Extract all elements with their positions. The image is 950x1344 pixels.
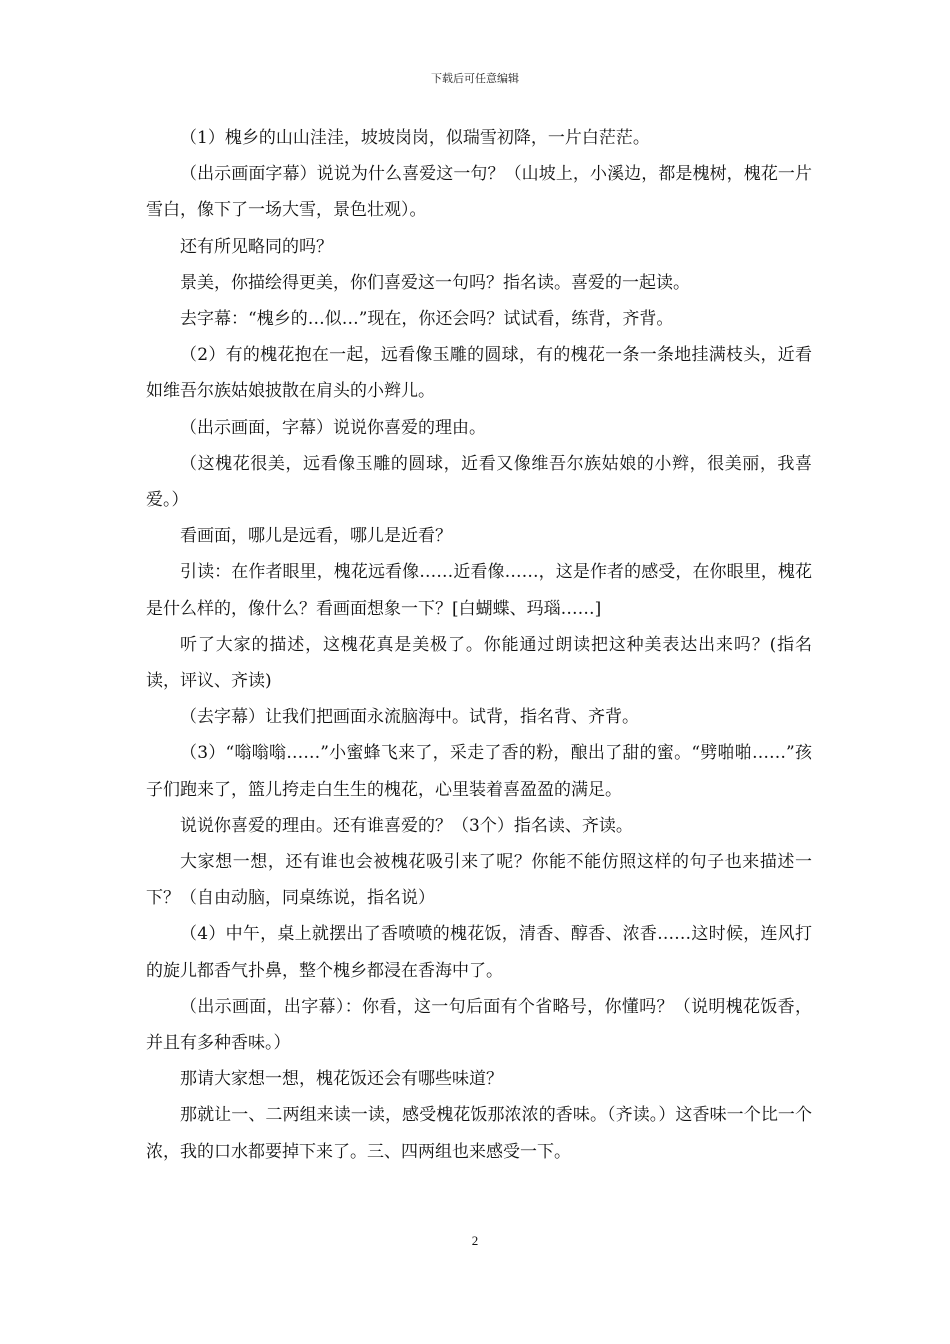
page-header: 下载后可任意编辑 [431,72,519,85]
paragraph: 景美，你描绘得更美，你们喜爱这一句吗？指名读。喜爱的一起读。 [180,272,690,293]
paragraph: 去字幕：“槐乡的…似…”现在，你还会吗？试试看，练背，齐背。 [180,309,674,330]
paragraph: （这槐花很美，远看像玉雕的圆球，近看又像维吾尔族姑娘的小辫，很美丽，我喜爱。） [146,453,812,511]
paragraph: 听了大家的描述，这槐花真是美极了。你能通过朗读把这种美表达出来吗？(指名读，评议、齐读) [146,634,812,692]
paragraph: （去字幕）让我们把画面永流脑海中。试背，指名背、齐背。 [180,707,639,728]
paragraph: （2）有的槐花抱在一起，远看像玉雕的圆球，有的槐花一条一条地挂满枝头，近看如维吾尔族姑娘披散在肩头的小辫儿。 [146,345,812,402]
paragraph: 还有所见略同的吗？ [180,236,333,257]
page-number: 2 [471,1233,479,1248]
paragraph: 大家想一想，还有谁也会被槐花吸引来了呢？你能不能仿照这样的句子也来描述一下？（自由动脑，同桌练说，指名说） [146,852,812,909]
document-body [146,120,812,1170]
paragraph: 说说你喜爱的理由。还有谁喜爱的？（3个）指名读、齐读。 [180,815,633,836]
paragraph: （1）槐乡的山山洼洼，坡坡岗岗，似瑞雪初降，一片白茫茫。 [180,128,650,148]
paragraph: （出示画面字幕）说说为什么喜爱这一句？（山坡上，小溪边，都是槐树，槐花一片雪白，像下了一场大雪，景色壮观）。 [146,164,812,221]
paragraph: （出示画面，出字幕）：你看，这一句后面有个省略号，你懂吗？（说明槐花饭香，并且有多种香味。） [146,996,812,1054]
paragraph: 引读：在作者眼里，槐花远看像……近看像……，这是作者的感受，在你眼里，槐花是什么样的，像什么？看画面想象一下？[白蝴蝶、玛瑙……] [146,562,812,619]
paragraph: 看画面，哪儿是远看，哪儿是近看？ [180,526,452,547]
paragraph: （3）“嗡嗡嗡……”小蜜蜂飞来了，采走了香的粉，酿出了甜的蜜。“劈啪啪……”孩子们跑来了，篮儿挎走白生生的槐花，心里装着喜盈盈的满足。 [146,743,812,800]
paragraph: 那就让一、二两组来读一读，感受槐花饭那浓浓的香味。（齐读。）这香味一个比一个浓，我的口水都要掉下来了。三、四两组也来感受一下。 [146,1105,812,1162]
paragraph: （出示画面，字幕）说说你喜爱的理由。 [180,417,486,438]
paragraph: （4）中午，桌上就摆出了香喷喷的槐花饭，清香、醇香、浓香……这时候，连风打的旋儿都香气扑鼻，整个槐乡都浸在香海中了。 [146,924,812,981]
paragraph: 那请大家想一想，槐花饭还会有哪些味道？ [180,1069,503,1090]
